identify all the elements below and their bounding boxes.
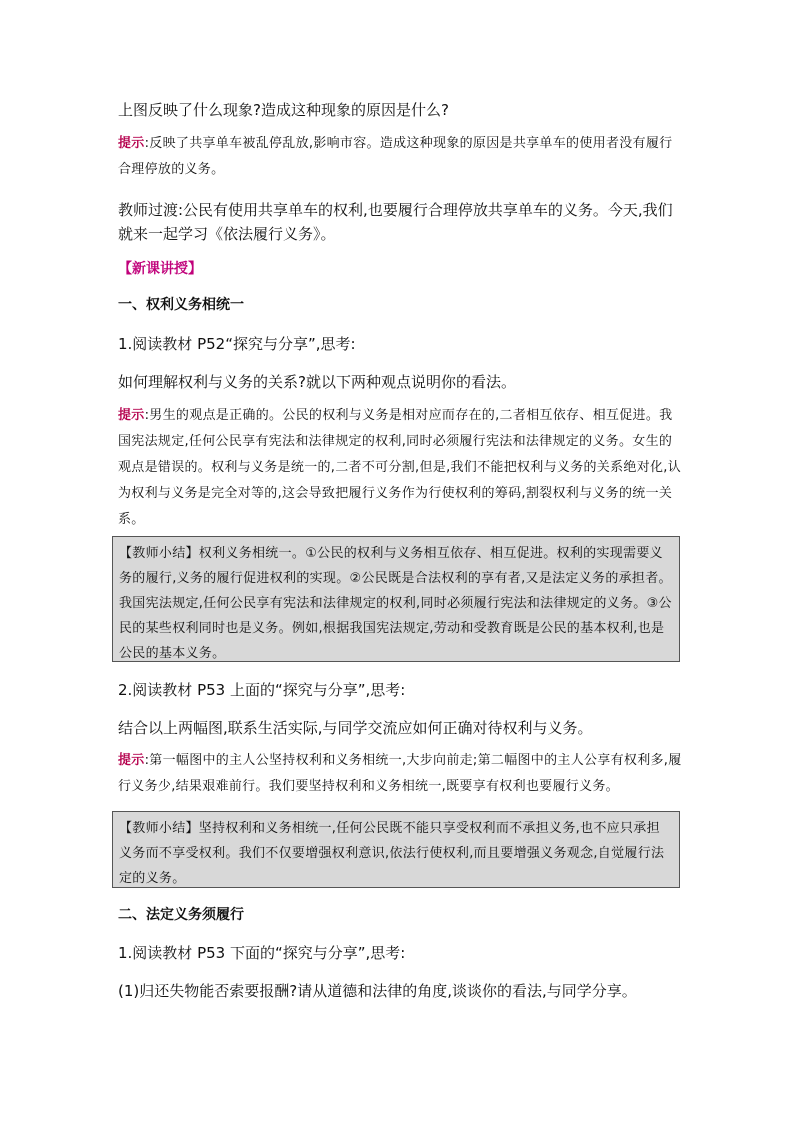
hint-text: :反映了共享单车被乱停乱放,影响市容。造成这种现象的原因是共享单车的使用者没有履行合理停放的义务。 — [118, 136, 673, 177]
hint-label: 提示 — [118, 136, 145, 151]
hint-label: 提示 — [118, 408, 145, 423]
hint-paragraph-3 — [118, 748, 684, 800]
teacher-transition: 教师过渡:公民有使用共享单车的权利,也要履行合理停放共享单车的义务。今天,我们就来一起学习《依法履行义务》。 — [118, 201, 673, 243]
section-heading-1: 一、权利义务相统一 — [118, 297, 244, 313]
teacher-summary-box-1: 【教师小结】权利义务相统一。①公民的权利与义务相互依存、相互促进。权利的实现需要义务的履行,义务的履行促进权利的实现。②公民既是合法权利的享有者,又是法定义务的承担者。我国宪法规定,任何公民享有宪法和法律规定的权利,同时必须履行宪法和法律规定的义务。③公民的某些权利同时也是义务。例如,根据我国宪法规定,劳动和受教育既是公民的基本权利,也是公民的基本义务。 — [112, 536, 680, 662]
hint-text: :第一幅图中的主人公坚持权利和义务相统一,大步向前走;第二幅图中的主人公享有权利多,履行义务少,结果艰难前行。我们要坚持权利和义务相统一,既要享有权利也要履行义务。 — [118, 753, 682, 794]
teacher-summary-box-2: 【教师小结】坚持权利和义务相统一,任何公民既不能只享受权利而不承担义务,也不应只承担义务而不享受权利。我们不仅要增强权利意识,依法行使权利,而且要增强义务观念,自觉履行法定的义务。 — [112, 811, 680, 888]
reading-item-2: 2.阅读教材 P53 上面的“探究与分享”,思考: — [118, 681, 406, 699]
question-text-3: 结合以上两幅图,联系生活实际,与同学交流应如何正确对待权利与义务。 — [118, 719, 593, 737]
hint-paragraph — [118, 131, 684, 183]
section-heading-2: 二、法定义务须履行 — [118, 907, 244, 923]
hint-label: 提示 — [118, 753, 145, 768]
new-lesson-tag: 【新课讲授】 — [118, 261, 202, 277]
reading-item-3: 1.阅读教材 P53 下面的“探究与分享”,思考: — [118, 944, 406, 962]
hint-text: :男生的观点是正确的。公民的权利与义务是相对应而存在的,二者相互依存、相互促进。我国宪法规定,任何公民享有宪法和法律规定的权利,同时必须履行宪法和法律规定的义务。女生的观点是错误的。权利与义务是统一的,二者不可分割,但是,我们不能把权利与义务的关系绝对化,认为权利与义务是完全对等的,这会导致把履行义务作为行使权利的筹码,割裂权利与义务的统一关系。 — [118, 408, 682, 527]
reading-item-1: 1.阅读教材 P52“探究与分享”,思考: — [118, 335, 356, 353]
question-text-2: 如何理解权利与义务的关系?就以下两种观点说明你的看法。 — [118, 373, 516, 391]
question-text: 上图反映了什么现象?造成这种现象的原因是什么? — [118, 101, 449, 119]
question-text-4: (1)归还失物能否索要报酬?请从道德和法律的角度,谈谈你的看法,与同学分享。 — [118, 982, 637, 1000]
hint-paragraph-2 — [118, 403, 684, 533]
